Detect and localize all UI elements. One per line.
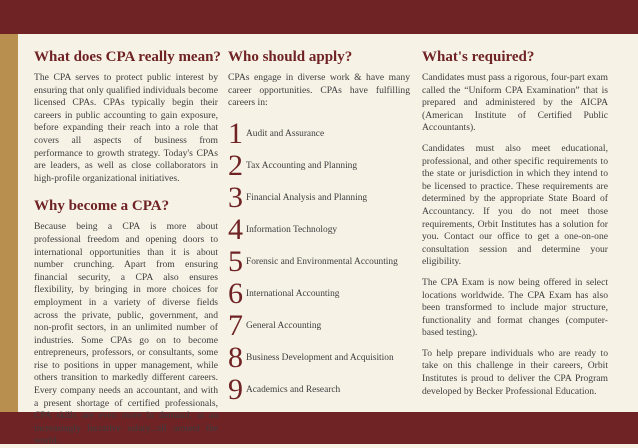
list-number: 2 xyxy=(228,148,243,182)
list-item-label: Audit and Assurance xyxy=(246,128,325,139)
list-item xyxy=(228,310,410,342)
list-item xyxy=(228,182,410,214)
column-cpa-meaning xyxy=(34,48,221,448)
list-item xyxy=(228,374,410,406)
list-number: 3 xyxy=(228,180,243,214)
column-requirements xyxy=(422,48,608,398)
list-item xyxy=(228,150,410,182)
list-item-label: Academics and Research xyxy=(246,384,341,395)
list-number: 5 xyxy=(228,244,243,278)
list-item-label: Tax Accounting and Planning xyxy=(246,160,358,171)
list-item xyxy=(228,118,410,150)
column-who-should-apply xyxy=(228,48,410,406)
heading-requirements: What's required? xyxy=(422,49,535,65)
list-item xyxy=(228,246,410,278)
list-item xyxy=(228,278,410,310)
paragraph-careers-intro: CPAs engage in diverse work & have many career opportunities. CPAs have fulfilling careers in: xyxy=(228,72,410,109)
paragraph-locations: The CPA Exam is now being offered in select locations worldwide. The CPA Exam has also been transformed to include major structure, functionality and format changes (computer-based testing). xyxy=(422,276,608,339)
list-item-label: Forensic and Environmental Accounting xyxy=(246,256,398,267)
list-item-label: General Accounting xyxy=(246,320,322,331)
top-banner xyxy=(0,0,638,34)
list-item-label: Information Technology xyxy=(246,224,338,235)
heading-cpa-meaning: What does CPA really mean? xyxy=(34,49,221,65)
heading-why-cpa: Why become a CPA? xyxy=(34,198,170,215)
list-item-label: Financial Analysis and Planning xyxy=(246,192,368,203)
list-item-label: International Accounting xyxy=(246,288,340,299)
list-item xyxy=(228,342,410,374)
list-number: 1 xyxy=(228,116,243,150)
side-accent-bar xyxy=(0,34,18,412)
list-number: 7 xyxy=(228,308,243,342)
list-item xyxy=(228,214,410,246)
list-number: 4 xyxy=(228,212,243,246)
paragraph-program: To help prepare individuals who are ready to take on this challenge in their careers, Orbit Institutes is proud to deliver the CPA Program developed by Becker Professional Education. xyxy=(422,347,608,397)
list-number: 6 xyxy=(228,276,243,310)
career-list xyxy=(228,118,410,406)
list-number: 8 xyxy=(228,340,243,374)
paragraph-cpa-meaning: The CPA serves to protect public interest by ensuring that only qualified individuals become licensed CPAs. CPAs typically begin their careers in public accounting to gain exposure, before expanding their reach into a role that covers all aspects of business from performance to growth strategy. Today's CPAs are leaders, as well as close collaborators in high-profile organizational initiatives. xyxy=(34,72,218,184)
paragraph-why-cpa: Because being a CPA is more about professional freedom and opening doors to international opportunities than it is about number crunching. Apart from ensuring financial security, a CPA also ensures flexibility, by bringing in more choices for employment in a variety of diverse fields across the private, public, government, and non-profit sectors, in an unlimited number of industries. Some CPAs go on to become entrepreneurs, professors, or consultants, some rise to positions in upper management, while others transition to markedly different careers. Every company needs an accountant, and with a present shortage of certified professionals, CPA skills are even more in demand, at an increasingly lucrative salary...all around the world. xyxy=(34,221,218,447)
paragraph-exam: Candidates must pass a rigorous, four-part exam called the “Uniform CPA Examination” that is prepared and administered by the AICPA (American Institute of Certified Public Accountants). xyxy=(422,72,608,134)
heading-who-should-apply: Who should apply? xyxy=(228,49,353,65)
list-item-label: Business Development and Acquisition xyxy=(246,352,394,363)
paragraph-eligibility: Candidates must also meet educational, professional, and other specific requirements to the state or jurisdiction in which they intend to be licensed to practice. These requirements are determined by the appropriate State Board of Accountancy. If you do not meet those requirements, Orbit Institutes has a solution for you. Contact our office to get a one-on-one consultation session and determine your eligibility. xyxy=(422,142,608,268)
list-number: 9 xyxy=(228,372,243,406)
